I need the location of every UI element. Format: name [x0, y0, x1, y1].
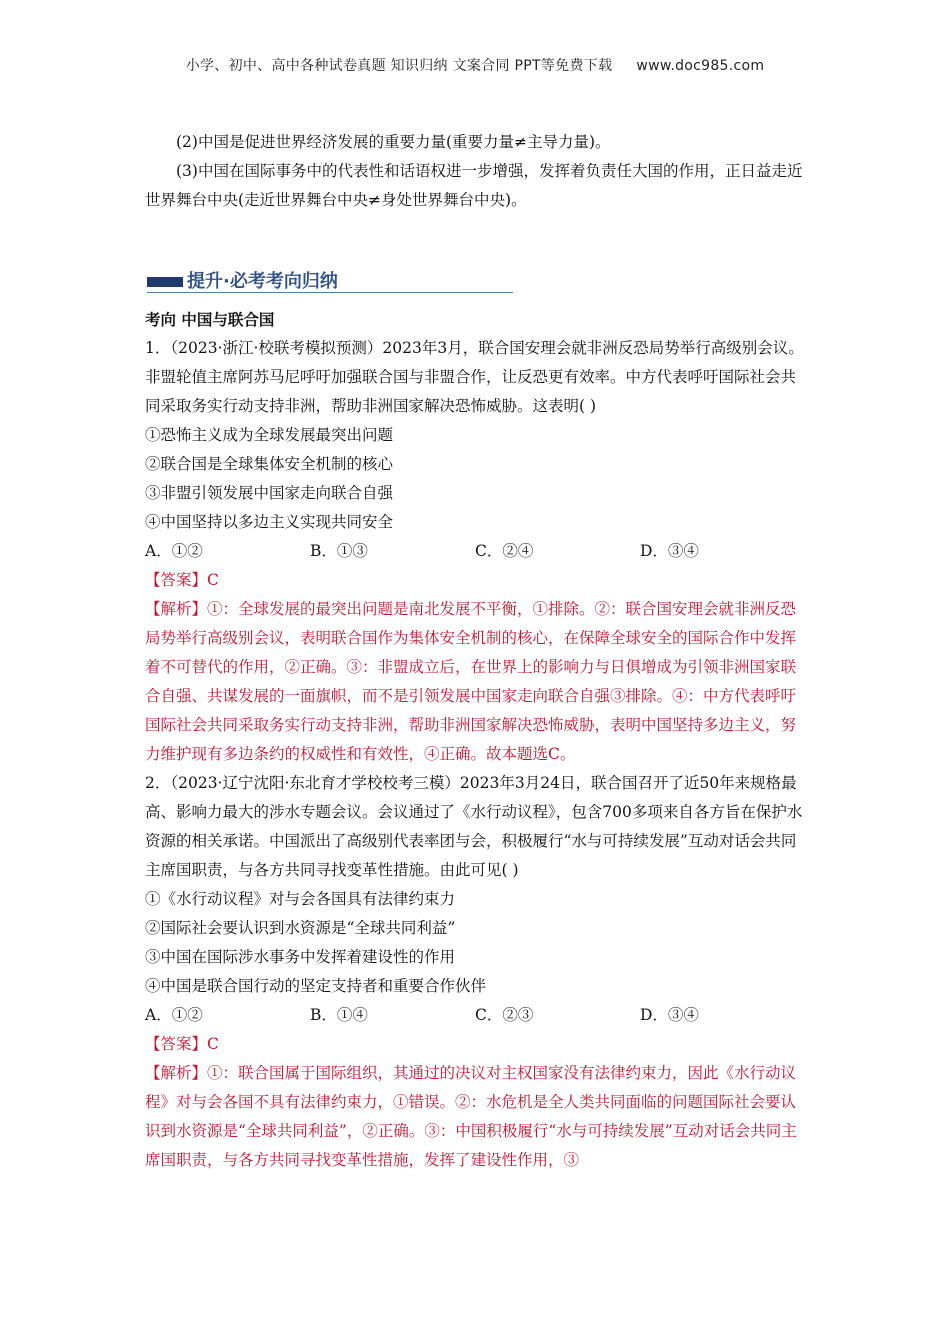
- q2-explain-tag: 【解析】: [145, 1064, 208, 1082]
- q2-answer-tag: 【答案】: [145, 1035, 208, 1053]
- q2-option-a: A．①②: [145, 1006, 203, 1024]
- q2-answer: [145, 1030, 810, 1059]
- q2-item: ③中国在国际涉水事务中发挥着建设性的作用: [145, 948, 456, 966]
- q1-explain-text: ①：全球发展的最突出问题是南北发展不平衡，①排除。②：联合国安理会就非洲反恐局势举行高级别会议，表明联合国作为集体安全机制的核心，在保障全球安全的国际合作中发挥着不可替代的作用，②正确。③：非盟成立后，在世界上的影响力与日俱增成为引领非洲国家联合自强、共谋发展的一面旗帜，而不是引领发展中国家走向联合自强③排除。④：中方代表呼吁国际社会共同采取务实行动支持非洲，帮助非洲国家解决恐怖威胁，表明中国坚持多边主义，努力维护现有多边条约的权威性和有效性，④正确。故本题选C。: [145, 600, 797, 763]
- intro-point-2: (2)中国是促进世界经济发展的重要力量(重要力量≠主导力量)。: [176, 133, 611, 151]
- intro-point-3: (3)中国在国际事务中的代表性和话语权进一步增强，发挥着负责任大国的作用，正日益走近世界舞台中央(走近世界舞台中央≠身处世界舞台中央)。: [145, 162, 803, 209]
- q2-item: ②国际社会要认识到水资源是“全球共同利益”: [145, 919, 456, 937]
- q1-option-a: A．①②: [145, 542, 203, 560]
- q1-stem: 1．（2023·浙江·校联考模拟预测）2023年3月，联合国安理会就非洲反恐局势举行高级别会议。非盟轮值主席阿苏马尼呼吁加强联合国与非盟合作，让反恐更有效率。中方代表呼吁国际社会共同采取务实行动支持非洲，帮助非洲国家解决恐怖威胁。这表明( ): [145, 339, 804, 415]
- q1-explanation: [145, 595, 810, 769]
- q1-options: [145, 537, 810, 566]
- section-banner: [145, 267, 513, 301]
- banner-bar: [147, 277, 183, 287]
- q2-option-d: D．③④: [640, 1006, 699, 1024]
- header-text: 小学、初中、高中各种试卷真题 知识归纳 文案合同 PPT等免费下载: [185, 58, 613, 74]
- q2-options: [145, 1001, 810, 1030]
- banner-title: 提升·必考考向归纳: [187, 271, 338, 292]
- q2-stem: 2．（2023·辽宁沈阳·东北育才学校校考三模）2023年3月24日，联合国召开了近50年来规格最高、影响力最大的涉水专题会议。会议通过了《水行动议程》，包含700多项来自各方旨在保护水资源的相关承诺。中国派出了高级别代表率团与会，积极履行“水与可持续发展”互动对话会共同主席国职责，与各方共同寻找变革性措施。由此可见( ): [145, 774, 803, 879]
- q2-item: ①《水行动议程》对与会各国具有法律约束力: [145, 890, 456, 908]
- q1-option-c: C．②④: [475, 542, 534, 560]
- q2-explain-text: ①：联合国属于国际组织，其通过的决议对主权国家没有法律约束力，因此《水行动议程》对与会各国不具有法律约束力，①错误。②：水危机是全人类共同面临的问题国际社会要认识到水资源是“全球共同利益”，②正确。③：中国积极履行“水与可持续发展”互动对话会共同主席国职责，与各方共同寻找变革性措施，发挥了建设性作用，③: [145, 1064, 797, 1169]
- q2-answer-value: C: [207, 1035, 219, 1053]
- q1-item: ②联合国是全球集体安全机制的核心: [145, 455, 394, 473]
- header-url[interactable]: www.doc985.com: [636, 58, 765, 74]
- q1-option-d: D．③④: [640, 542, 699, 560]
- q1-answer-value: C: [207, 571, 219, 589]
- q1-item: ①恐怖主义成为全球发展最突出问题: [145, 426, 394, 444]
- q2-option-c: C．②③: [475, 1006, 534, 1024]
- q1-explain-tag: 【解析】: [145, 600, 208, 618]
- q1-option-b: B．①③: [310, 542, 368, 560]
- q2-option-b: B．①④: [310, 1006, 368, 1024]
- q1-item: ③非盟引领发展中国家走向联合自强: [145, 484, 394, 502]
- q2-explanation: [145, 1059, 810, 1175]
- q1-answer: [145, 566, 810, 595]
- q1-answer-tag: 【答案】: [145, 571, 208, 589]
- section-title: 考向 中国与联合国: [145, 310, 275, 329]
- page-header: [0, 55, 950, 75]
- q1-item: ④中国坚持以多边主义实现共同安全: [145, 513, 394, 531]
- document-body: [145, 128, 810, 1175]
- q2-item: ④中国是联合国行动的坚定支持者和重要合作伙伴: [145, 977, 487, 995]
- banner-underline: [147, 292, 513, 293]
